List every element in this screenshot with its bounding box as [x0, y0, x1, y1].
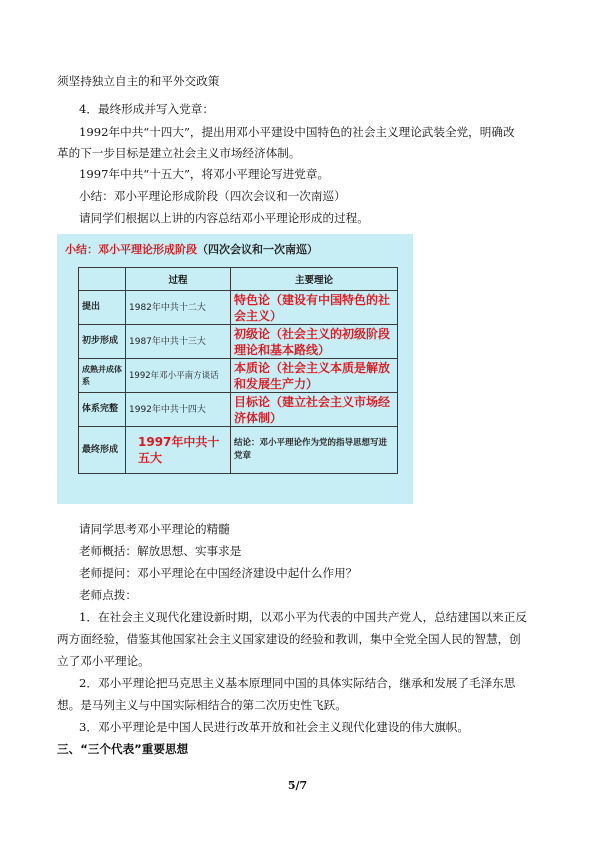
table-row — [79, 291, 398, 325]
table-header-stage — [79, 268, 126, 291]
stage-cell: 最终形成 — [79, 427, 126, 474]
theory-cell: 目标论（建立社会主义市场经济体制） — [231, 393, 398, 427]
paragraph-line: 1997年中共“十五大”，将邓小平理论写进党章。 — [79, 167, 330, 181]
paragraph-line: 请同学们根据以上讲的内容总结邓小平理论形成的过程。 — [79, 211, 369, 225]
table-row — [79, 393, 398, 427]
paragraph-line: 立了邓小平理论。 — [57, 654, 150, 668]
slide-title — [65, 241, 318, 257]
stage-cell: 初步形成 — [79, 325, 126, 359]
paragraph-line: 老师点拨： — [79, 588, 137, 602]
table-row — [79, 427, 398, 474]
table-row — [79, 325, 398, 359]
stage-cell: 成熟并成体系 — [79, 359, 126, 393]
summary-slide — [57, 234, 413, 504]
slide-title-sub: （四次会议和一次南巡） — [197, 243, 318, 256]
paragraph-line: 3．邓小平理论是中国人民进行改革开放和社会主义现代化建设的伟大旗帜。 — [79, 720, 469, 734]
event-cell: 1997年中共十五大 — [126, 427, 231, 474]
theory-cell: 本质论（社会主义本质是解放和发展生产力） — [231, 359, 398, 393]
paragraph-line: 小结：邓小平理论形成阶段（四次会议和一次南巡） — [79, 189, 346, 203]
paragraph-line: 2．邓小平理论把马克思主义基本原理同中国的具体实际结合，继承和发展了毛泽东思 — [79, 676, 516, 690]
table-header-row — [79, 268, 398, 291]
paragraph-line: 1．在社会主义现代化建设新时期，以邓小平为代表的中国共产党人，总结建国以来正反 — [79, 610, 527, 624]
stage-cell: 提出 — [79, 291, 126, 325]
paragraph-line: 1992年中共“十四大”，提出用邓小平建设中国特色的社会主义理论武装全党，明确改 — [79, 125, 515, 139]
slide-title-main: 小结：邓小平理论形成阶段 — [65, 243, 197, 256]
page-number: 5/7 — [287, 779, 308, 792]
event-cell: 1992年中共十四大 — [126, 393, 231, 427]
paragraph-line: 请同学思考邓小平理论的精髓 — [79, 522, 230, 536]
paragraph-line: 两方面经验，借鉴其他国家社会主义国家建设的经验和教训，集中全党全国人民的智慧，创 — [57, 632, 521, 646]
table-header-theory: 主要理论 — [231, 268, 398, 291]
paragraph-line: 须坚持独立自主的和平外交政策 — [57, 74, 220, 88]
paragraph-line: 想。是马列主义与中国实际相结合的第二次历史性飞跃。 — [57, 698, 347, 712]
event-cell: 1982年中共十二大 — [126, 291, 231, 325]
paragraph-line: 革的下一步目标是建立社会主义市场经济体制。 — [57, 146, 301, 160]
theory-cell: 特色论（建设有中国特色的社会主义） — [231, 291, 398, 325]
paragraph-line: 4．最终形成并写入党章： — [79, 102, 214, 116]
theory-cell: 结论：邓小平理论作为党的指导思想写进党章 — [231, 427, 398, 474]
paragraph-line: 老师概括：解放思想、实事求是 — [79, 544, 242, 558]
theory-cell: 初级论（社会主义的初级阶段理论和基本路线） — [231, 325, 398, 359]
section-heading: 三、“三个代表”重要思想 — [57, 742, 189, 756]
paragraph-line: 老师提问：邓小平理论在中国经济建设中起什么作用？ — [79, 566, 358, 580]
table-row — [79, 359, 398, 393]
event-cell: 1987年中共十三大 — [126, 325, 231, 359]
table-header-process: 过程 — [126, 268, 231, 291]
summary-table — [78, 267, 398, 474]
event-cell: 1992年邓小平南方谈话 — [126, 359, 231, 393]
stage-cell: 体系完整 — [79, 393, 126, 427]
